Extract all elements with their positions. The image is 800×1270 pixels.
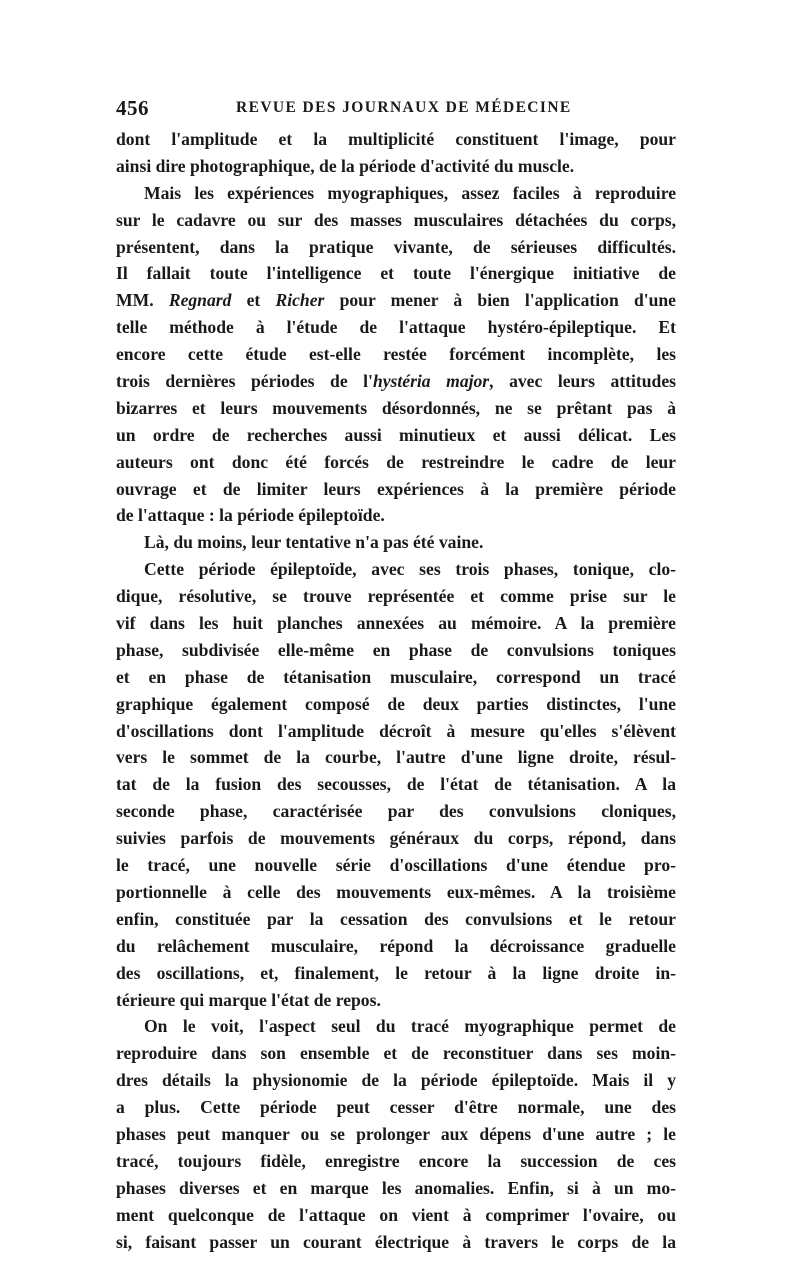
text-line: trois dernières périodes de l'hystéria major, avec leurs attitudes xyxy=(116,371,676,392)
page-number: 456 xyxy=(116,96,149,120)
text-line: MM. Regnard et Richer pour mener à bien l'application d'une xyxy=(116,290,676,311)
text-line: Là, du moins, leur tentative n'a pas été vaine. xyxy=(144,532,484,553)
text-line: térieure qui marque l'état de repos. xyxy=(116,989,381,1010)
text-line: vif dans les huit planches annexées au mémoire. A la première xyxy=(116,613,676,634)
text-line: le tracé, une nouvelle série d'oscillations d'une étendue pro- xyxy=(116,855,676,876)
text-line: vers le sommet de la courbe, l'autre d'une ligne droite, résul- xyxy=(116,747,676,768)
text-line: encore cette étude est-elle restée forcément incomplète, les xyxy=(116,344,676,365)
text-line: phase, subdivisée elle-même en phase de convulsions toniques xyxy=(116,639,676,660)
text-line: tracé, toujours fidèle, enregistre encore la succession de ces xyxy=(116,1150,676,1171)
page-header xyxy=(116,96,676,122)
body-text xyxy=(116,126,676,1255)
text-line: du relâchement musculaire, répond la décroissance graduelle xyxy=(116,935,676,956)
text-line: a plus. Cette période peut cesser d'être normale, une des xyxy=(116,1097,676,1118)
text-line: des oscillations, et, finalement, le retour à la ligne droite in- xyxy=(116,962,676,983)
text-line: telle méthode à l'étude de l'attaque hystéro-épileptique. Et xyxy=(116,317,676,338)
text-line: On le voit, l'aspect seul du tracé myographique permet de xyxy=(144,1016,676,1037)
text-line: graphique également composé de deux parties distinctes, l'une xyxy=(116,693,676,714)
text-line: si, faisant passer un courant électrique à travers le corps de la xyxy=(116,1231,676,1252)
text-line: présentent, dans la pratique vivante, de sérieuses difficultés. xyxy=(116,236,676,257)
text-line: un ordre de recherches aussi minutieux et aussi délicat. Les xyxy=(116,424,676,445)
text-line: phases peut manquer ou se prolonger aux dépens d'une autre ; le xyxy=(116,1123,676,1144)
text-line: d'oscillations dont l'amplitude décroît à mesure qu'elles s'élèvent xyxy=(116,720,676,741)
text-line: de l'attaque : la période épileptoïde. xyxy=(116,505,385,526)
text-line: suivies parfois de mouvements généraux du corps, répond, dans xyxy=(116,828,676,849)
text-line: dres détails la physionomie de la période épileptoïde. Mais il y xyxy=(116,1070,676,1091)
text-line: sur le cadavre ou sur des masses musculaires détachées du corps, xyxy=(116,209,676,230)
text-line: bizarres et leurs mouvements désordonnés, ne se prêtant pas à xyxy=(116,397,676,418)
text-line: reproduire dans son ensemble et de reconstituer dans ses moin- xyxy=(116,1043,676,1064)
text-line: dique, résolutive, se trouve représentée et comme prise sur le xyxy=(116,586,676,607)
text-line: ouvrage et de limiter leurs expériences à la première période xyxy=(116,478,676,499)
text-line: seconde phase, caractérisée par des convulsions cloniques, xyxy=(116,801,676,822)
text-line: phases diverses et en marque les anomalies. Enfin, si à un mo- xyxy=(116,1177,676,1198)
text-line: enfin, constituée par la cessation des convulsions et le retour xyxy=(116,908,676,929)
text-line: ainsi dire photographique, de la période d'activité du muscle. xyxy=(116,155,575,176)
text-line: ment quelconque de l'attaque on vient à comprimer l'ovaire, ou xyxy=(116,1204,676,1225)
running-head: REVUE DES JOURNAUX DE MÉDECINE xyxy=(236,99,572,116)
text-line: tat de la fusion des secousses, de l'état de tétanisation. A la xyxy=(116,774,676,795)
text-line: portionnelle à celle des mouvements eux-mêmes. A la troisième xyxy=(116,881,676,902)
text-line: et en phase de tétanisation musculaire, correspond un tracé xyxy=(116,666,676,687)
text-line: Cette période épileptoïde, avec ses trois phases, tonique, clo- xyxy=(144,559,676,580)
text-line: auteurs ont donc été forcés de restreindre le cadre de leur xyxy=(116,451,676,472)
text-line: Il fallait toute l'intelligence et toute l'énergique initiative de xyxy=(116,263,676,284)
text-line: Mais les expériences myographiques, assez faciles à reproduire xyxy=(144,182,676,203)
text-line: dont l'amplitude et la multiplicité constituent l'image, pour xyxy=(116,129,676,149)
